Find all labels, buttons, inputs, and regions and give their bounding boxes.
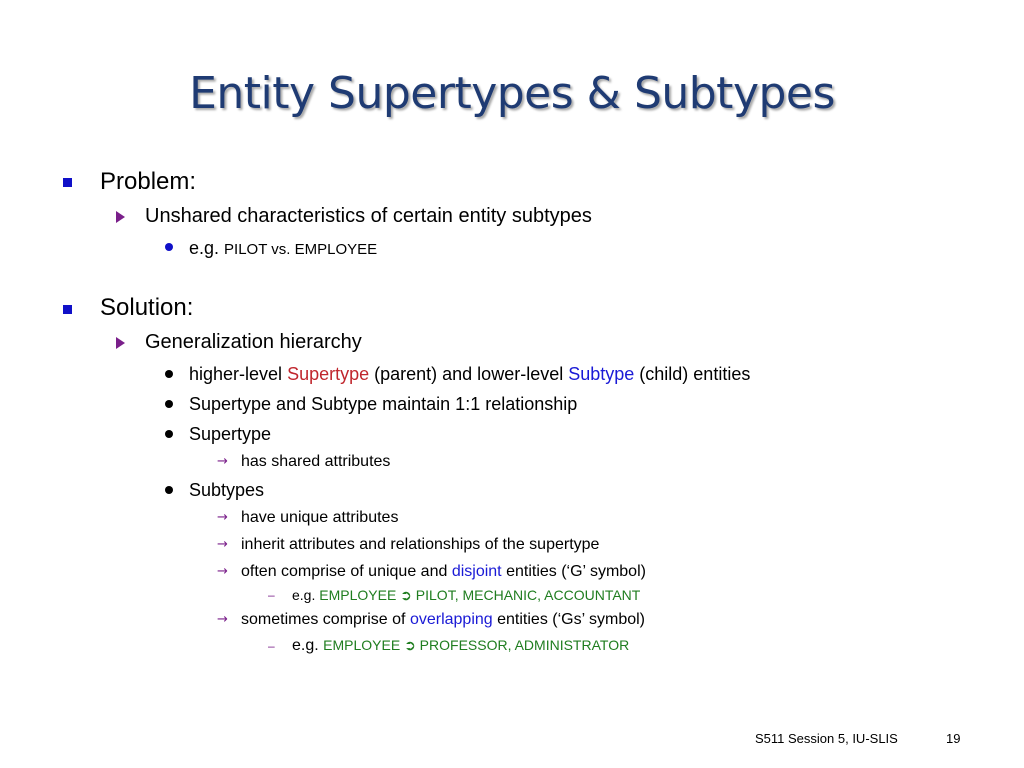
dot-bullet-icon [165,486,173,494]
triangle-bullet-icon [116,211,125,223]
triangle-bullet-icon [116,337,125,349]
dot-bullet-icon [165,370,173,378]
subtypes-disjoint [241,563,646,581]
right-arrow-icon: ➲ [404,637,416,653]
bullet-levels [189,364,750,385]
problem-label: Problem: [100,168,197,195]
dot-bullet-icon [165,400,173,408]
text: EMPLOYEE [323,637,405,653]
overlapping-example [292,637,629,655]
arrow-bullet-icon: → [217,537,228,552]
text: e.g. [292,637,324,654]
right-arrow-icon: ➲ [400,587,412,603]
footer-session: S511 Session 5, IU-SLIS [755,731,898,746]
bullet-subtypes: Subtypes [189,480,265,500]
slide-title: Entity Supertypes & Subtypes [189,68,835,119]
problem-item: Unshared characteristics of certain entity subtypes [145,205,592,227]
text: PROFESSOR, ADMINISTRATOR [415,637,630,653]
square-bullet-icon [63,178,72,187]
bullet-supertype: Supertype [189,424,272,444]
page-number: 19 [946,731,961,746]
text: sometimes comprise of [241,611,410,628]
supertype-term: Supertype [287,364,370,384]
supertype-shared: has shared attributes [241,453,391,470]
text: PILOT, MECHANIC, ACCOUNTANT [411,587,641,603]
text: often comprise of unique and [241,563,452,580]
dot-bullet-icon [165,430,173,438]
text: entities (‘G’ symbol) [501,563,646,580]
bullet-relationship: Supertype and Subtype maintain 1:1 relationship [189,394,578,414]
overlapping-term: overlapping [409,611,493,628]
subtypes-overlapping [241,611,645,629]
solution-item: Generalization hierarchy [145,331,362,353]
text: (child) entities [634,364,751,384]
arrow-bullet-icon: → [217,564,228,579]
problem-example [189,238,377,259]
subtype-term: Subtype [568,364,635,384]
text: (parent) and lower-level [369,364,569,384]
disjoint-term: disjoint [451,563,502,580]
arrow-bullet-icon: → [217,454,228,469]
dash-bullet-icon: – [268,639,275,653]
subtypes-unique: have unique attributes [241,509,399,526]
example-prefix: e.g. [189,238,225,258]
square-bullet-icon [63,305,72,314]
subtypes-inherit: inherit attributes and relationships of the supertype [241,536,600,553]
text: higher-level [189,364,288,384]
arrow-bullet-icon: → [217,510,228,525]
dash-bullet-icon: – [268,588,275,602]
text: e.g. [292,587,320,603]
disjoint-example [292,587,640,604]
text: entities (‘Gs’ symbol) [492,611,645,628]
arrow-bullet-icon: → [217,612,228,627]
solution-label: Solution: [100,294,194,321]
example-text: PILOT vs. EMPLOYEE [224,241,378,258]
text: EMPLOYEE [319,587,401,603]
dot-bullet-icon [165,243,173,251]
